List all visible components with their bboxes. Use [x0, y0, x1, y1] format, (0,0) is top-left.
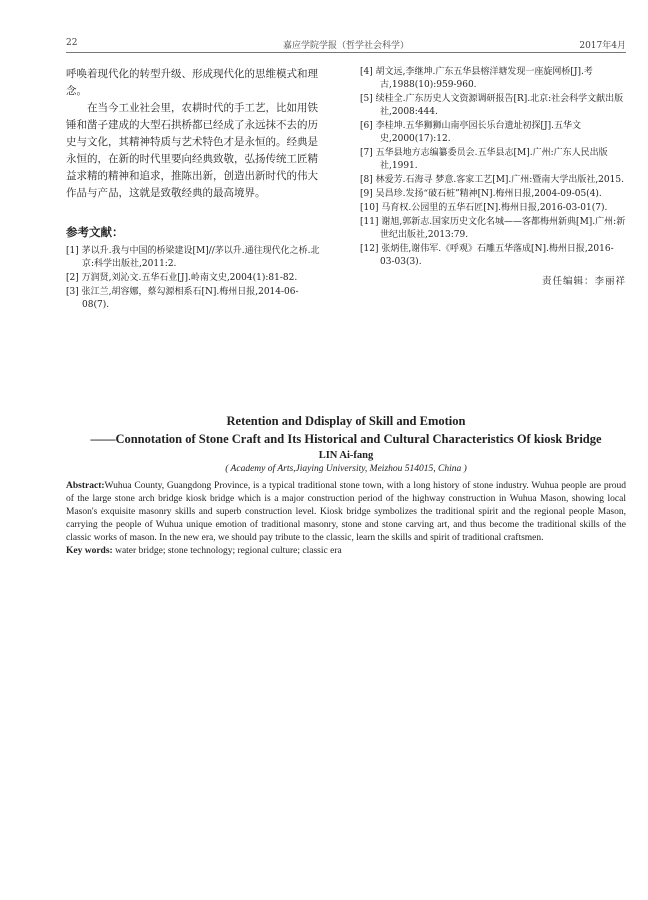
running-header: [66, 36, 626, 53]
reference-item: [5] 续桂全.广东历史人文资源调研报告[R].北京:社会科学文献出版社,2008:444.: [360, 94, 624, 117]
right-column: [360, 66, 626, 290]
page-number: 22: [66, 38, 78, 48]
responsible-editor: 责任编辑：李丽祥: [541, 276, 626, 287]
english-abstract: [66, 480, 626, 545]
reference-item: [9] 吴昌珍.发扬“破石桩”精神[N].梅州日报,2004-09-05(4).: [360, 189, 602, 199]
reference-item: [8] 林爱芳.石海寻 梦意.客家工艺[M].广州:暨南大学出版社,2015.: [360, 175, 624, 185]
abstract-label: Abstract:: [66, 481, 105, 491]
body-paragraph-1: 呼唤着现代化的转型升级、形成现代化的思维模式和理念。: [66, 68, 318, 97]
reference-item: [11] 谢旭,郭新志.国家历史文化名城——客都梅州新典[M].广州:新世纪出版社,2013:79.: [360, 217, 626, 240]
issue-date: 2017年4月: [579, 41, 626, 51]
reference-item: [7] 五华县地方志编纂委员会.五华县志[M].广州:广东人民出版社,1991.: [360, 148, 608, 171]
keywords-label: Key words:: [66, 546, 113, 556]
journal-name: 嘉应学院学报（哲学社会科学）: [282, 41, 409, 51]
reference-item: [3] 张江兰,胡容娜，蔡勾源相系石[N].梅州日报,2014-06-08(7).: [66, 287, 299, 310]
abstract-text: Wuhua County, Guangdong Province, is a typical traditional stone town, with a long history of stone industry. Wuhua people are proud of the large stone arch bridge kiosk bridge which is a major construction period of the highway construction in Wuhua Mason, showing local Mason's exquisite masonry skills and superb construction level. Kiosk bridge symbolizes the traditional spirit and the regional people Mason, carrying the people of Wuhua unique emotion of traditional masonry, stone and stone carving art, and thus become the traditional skills of the classic works of mason. In the new era, we should pay tribute to the classic, learn the skills and spirit of traditional craftsmen.: [66, 481, 626, 543]
english-affiliation: ( Academy of Arts,Jiaying University, Meizhou 514015, China ): [225, 464, 467, 474]
english-keywords: [66, 545, 626, 558]
english-author: LIN Ai-fang: [318, 450, 374, 461]
reference-item: [4] 胡文远,李继坤.广东五华县榕洋塘发现一座旋网桥[J].考古,1988(10):959-960.: [360, 67, 593, 90]
keywords-text: water bridge; stone technology; regional culture; classic era: [115, 546, 342, 556]
references-title: 参考文献：: [66, 225, 124, 239]
reference-item: [12] 张炳佳,谢伟军.《呼观》石雕五华落成[N].梅州日报,2016-03-03(3).: [360, 244, 614, 267]
english-title-line-2: ——Connotation of Stone Craft and Its Historical and Cultural Characteristics Of kiosk Bridge: [90, 432, 602, 446]
reference-item: [1] 茅以升.我与中国的桥梁建设[M]//茅以升.通往现代化之桥.北京:科学出版社,2011:2.: [66, 246, 320, 269]
body-paragraph-2: 在当今工业社会里，农耕时代的手工艺，比如用铁锤和凿子建成的大型石拱桥都已经成了永远抹不去的历史与文化，其精神特质与艺术特色才是永恒的。经典是永恒的，在新的时代里要向经典致敬，弘扬传统工匠精益求精的精神和追求，推陈出新，创造出新时代的伟大作品与产品，这就是致敬经典的最高境界。: [66, 102, 318, 199]
english-title: [66, 412, 626, 448]
english-title-line-1: Retention and Ddisplay of Skill and Emotion: [226, 414, 466, 428]
reference-item: [6] 李桂坤.五华狮狮山南亭园长乐台遗址初探[J].五华文史,2000(17):12.: [360, 121, 581, 144]
reference-item: [10] 马育权.公园里的五华石匠[N].梅州日报,2016-03-01(7).: [360, 203, 608, 213]
reference-item: [2] 万润贤,刘沁文.五华石业[J].岭南文史,2004(1):81-82.: [66, 273, 298, 283]
left-column: [66, 66, 322, 313]
english-abstract-block: [66, 412, 626, 558]
